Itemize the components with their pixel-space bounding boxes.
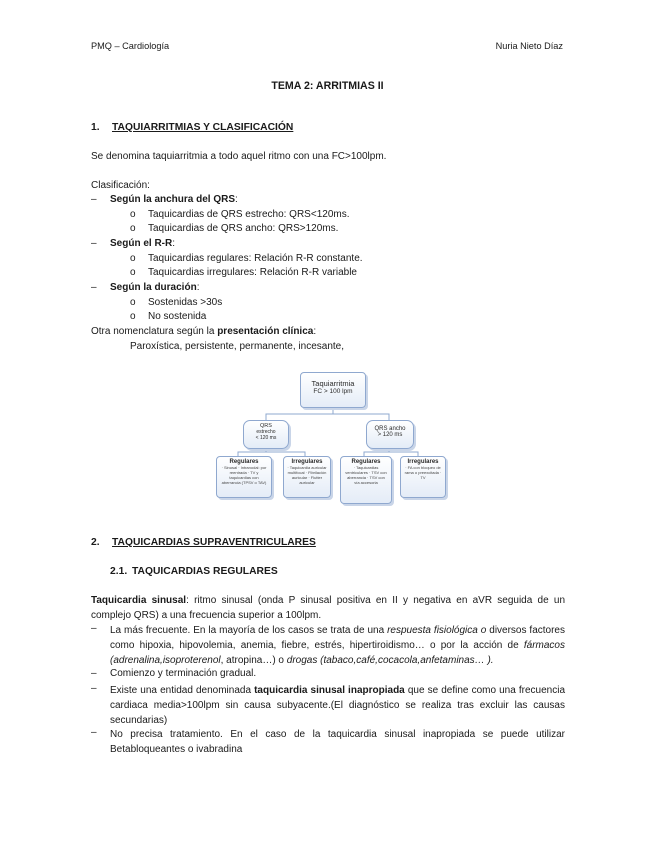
other-colon: : [313,326,317,337]
clasificacion-label: Clasificación: [91,180,150,191]
running-header-right: Nuria Nieto Díaz [495,41,563,51]
dash-bullet: – [91,623,97,634]
classification-diagram [216,366,454,508]
bullet-treatment: No precisa tratamiento. En el caso de la taquicardia sinusal inapropiada se puede utilizar Betabloqueantes o ivabradina [110,729,565,755]
page-title: TEMA 2: ARRITMIAS II [271,80,384,92]
section-1-title: TAQUIARRITMIAS Y CLASIFICACIÓN [112,122,294,133]
criterion-label: Según la anchura del QRS [110,194,236,205]
subsection-title: TAQUICARDIAS REGULARES [132,566,278,577]
bullet-onset: Comienzo y terminación gradual. [110,668,257,679]
wide-qrs-node [366,420,414,449]
narrow-irregular-title: Irregulares [291,459,323,465]
wide-regular-node [340,456,392,504]
causes-text-a: La más frecuente. En la mayoría de los casos se trata de una [110,625,388,636]
wide-regular-text: · Taquicardias ventriculares · TSV con aberrancia · TSV con vía accesoria [345,465,387,485]
presentation-list: Paroxística, persistente, permanente, incesante, [130,341,345,352]
inappropriate-text-a: Existe una entidad denominada [110,685,255,696]
wide-irregular-node [400,456,446,498]
causes-italic-b: respuesta fisiológica o [387,625,487,636]
narrow-line-3: < 120 ms [255,435,277,441]
criterion-colon: : [235,194,238,205]
narrow-line-1: QRS [260,423,272,429]
wide-line-1: QRS ancho [374,426,406,432]
list-item-text: Sostenidas >30s [148,297,223,308]
list-item-text: Taquicardias de QRS estrecho: QRS<120ms. [148,209,350,220]
causes-italic-f: drogas (tabaco,café,cocacola,anfetaminas… ). [286,655,494,666]
bullet-causes [110,623,565,668]
wide-line-2: > 120 ms [377,432,403,438]
dash-bullet: – [91,683,97,694]
criterion-colon: : [196,282,200,293]
narrow-regular-title: Regulares [229,459,259,465]
narrow-qrs-node [243,420,289,449]
list-item-text: No sostenida [148,311,207,322]
section-2-heading [91,537,316,548]
section-2-title: TAQUICARDIAS SUPRAVENTRICULARES [112,537,316,548]
list-item-text: Taquicardias de QRS ancho: QRS>120ms. [148,223,339,234]
root-node [300,372,366,408]
criterion-label: Según la duración [110,282,197,293]
intro-paragraph: Se denomina taquiarritmia a todo aquel ritmo con una FC>100lpm. [91,151,387,162]
section-2-number: 2. [91,537,100,548]
causes-italic-d: fármacos (adrenalina,isoproterenol [110,640,565,666]
dash-bullet: – [91,238,97,249]
narrow-irregular-text: · Taquicardia auricular multifocal · Fibrilación auricular · Flutter auricular [287,465,327,485]
narrow-irregular-node [283,456,331,498]
section-1-heading [91,122,293,133]
narrow-line-2: estrecho [256,429,276,435]
root-line-1: Taquiarritmia [311,379,355,388]
subsection-2-1-heading [110,566,278,577]
sinusal-term: Taquicardia sinusal [91,595,187,606]
list-item-text: Taquicardias regulares: Relación R-R constante. [148,253,363,264]
other-bold: presentación clínica [217,326,314,337]
other-nomenclature [91,326,316,337]
inappropriate-term: taquicardia sinusal inapropiada [254,685,405,696]
dash-bullet: – [91,668,97,679]
criterion-label: Según el R-R [110,238,173,249]
criterion-colon: : [172,238,176,249]
other-prefix: Otra nomenclatura según la [91,326,218,337]
bullet-inappropriate [110,683,565,728]
dash-bullet: – [91,282,97,293]
narrow-regular-node [216,456,272,498]
wide-irregular-text: · FA con bloqueo de rama o preexcitada · TV [404,465,442,480]
wide-regular-title: Regulares [351,459,381,465]
sinusal-paragraph [91,593,565,623]
wide-irregular-title: Irregulares [407,459,439,465]
circle-bullet: o [130,253,136,264]
inappropriate-text-c: que se define como una frecuencia cardiaca media>100lpm sin causa subyacente.(El diagnóstico se realiza tras excluir las causas secundarias) [110,685,566,726]
circle-bullet: o [130,223,136,234]
list-item-text: Taquicardias irregulares: Relación R-R variable [148,267,357,278]
causes-text-e: , atropina…) o [220,655,287,666]
narrow-regular-text: · Sinusal · Intranodal: por reentrada · TV y taquicardias con aberrancia (TPSV o TAV) [221,465,267,485]
causes-text-c: diversos factores como hipoxia, hipovolemia, anemia, fiebre, estrés, hipertiroidismo… o por la acción de [110,625,565,651]
sinusal-definition: : ritmo sinusal (onda P sinusal positiva en II y negativa en aVR seguida de un complejo QRS) a una frecuencia superior a 100lpm. [91,595,565,621]
circle-bullet: o [130,209,136,220]
root-line-2: FC > 100 lpm [313,388,353,395]
circle-bullet: o [130,311,136,322]
circle-bullet: o [130,267,136,278]
subsection-number: 2.1. [110,566,128,577]
circle-bullet: o [130,297,136,308]
dash-bullet: – [91,727,97,738]
running-header-left: PMQ – Cardiología [91,41,170,51]
section-1-number: 1. [91,122,100,133]
dash-bullet: – [91,194,97,205]
